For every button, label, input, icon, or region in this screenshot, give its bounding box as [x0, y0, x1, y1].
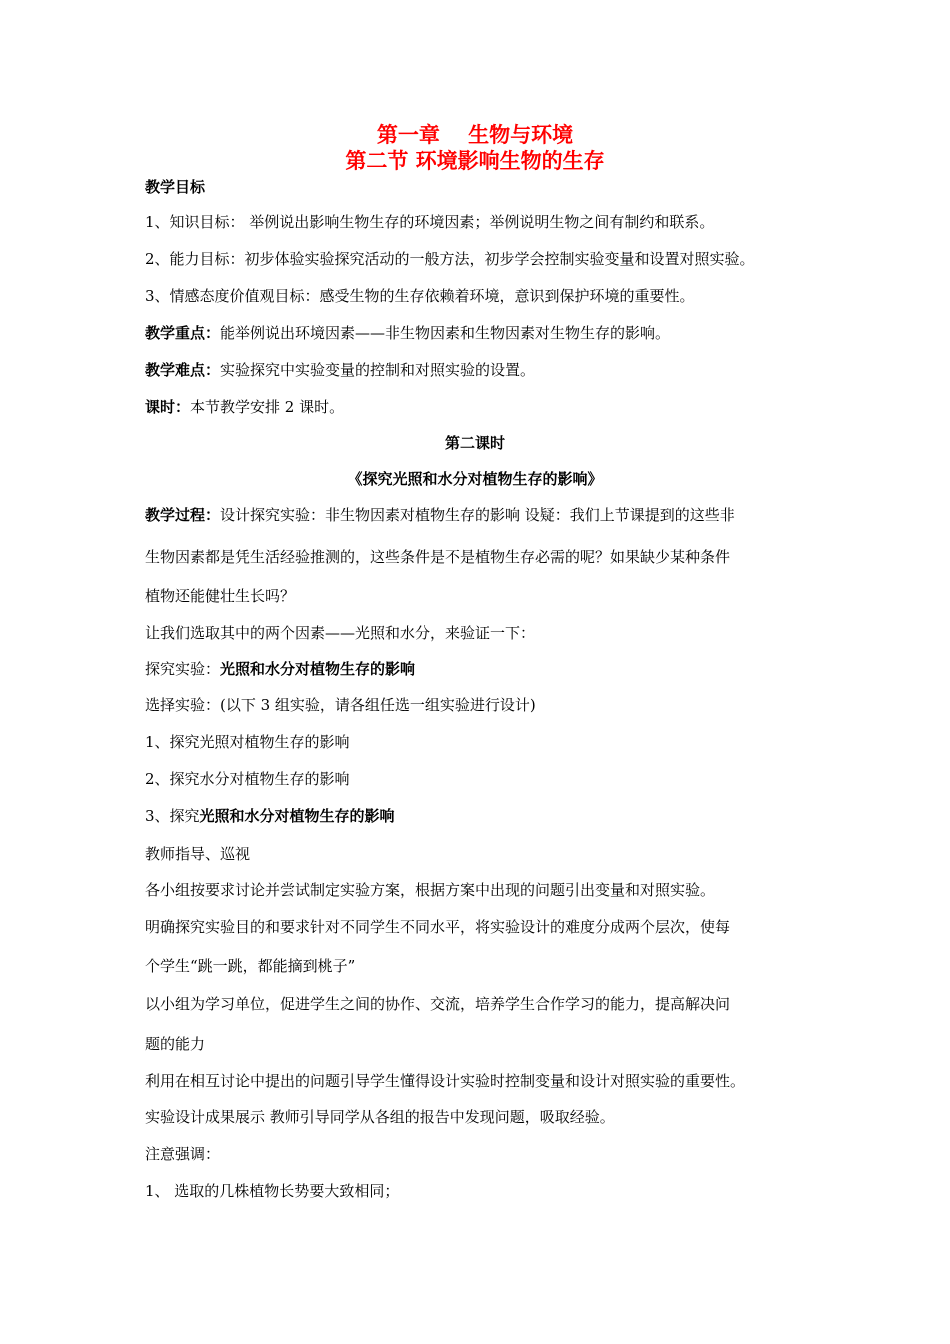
experiment-3-prefix: 3、探究	[145, 807, 200, 825]
difficulty-label: 教学难点：	[145, 361, 221, 379]
process-line-2: 生物因素都是凭生活经验推测的，这些条件是不是植物生存必需的呢？如果缺少某种条件	[145, 548, 731, 566]
key-point-text: 能举例说出环境因素——非生物因素和生物因素对生物生存的影响。	[220, 324, 671, 342]
experiment-2: 2、探究水分对植物生存的影响	[145, 770, 350, 788]
paragraph-2b: 个学生“跳一跳，都能摘到桃子”	[145, 957, 356, 975]
paragraph-1: 各小组按要求讨论并尝试制定实验方案，根据方案中出现的问题引出变量和对照实验。	[145, 881, 716, 899]
key-point	[145, 322, 825, 344]
explore-experiment	[145, 658, 825, 680]
paragraph-3b: 题的能力	[145, 1035, 206, 1053]
difficulty	[145, 359, 825, 381]
section-title: 第二节 环境影响生物的生存	[345, 149, 605, 173]
process-label: 教学过程：	[145, 506, 221, 524]
objective-attitude: 3、情感态度价值观目标：感受生物的生存依赖着环境，意识到保护环境的重要性。	[145, 287, 695, 305]
note-item-1: 1、 选取的几株植物长势要大致相同；	[145, 1182, 400, 1200]
experiment-3-title: 光照和水分对植物生存的影响	[199, 807, 395, 825]
class-hours	[145, 396, 825, 418]
key-point-label: 教学重点：	[145, 324, 221, 342]
process-line-4: 让我们选取其中的两个因素——光照和水分，来验证一下：	[145, 624, 536, 642]
paragraph-5: 实验设计成果展示 教师引导同学从各组的报告中发现问题，吸取经验。	[145, 1108, 615, 1126]
chapter-title: 第一章 生物与环境	[376, 123, 574, 147]
choose-experiment: 选择实验：(以下 3 组实验，请各组任选一组实验进行设计)	[145, 696, 536, 714]
process-line-1	[145, 504, 825, 526]
objective-ability: 2、能力目标：初步体验实验探究活动的一般方法，初步学会控制实验变量和设置对照实验。	[145, 250, 755, 268]
hours-text: 本节教学安排 2 课时。	[190, 398, 345, 416]
lesson-subtitle: 《探究光照和水分对植物生存的影响》	[347, 470, 603, 488]
explore-title: 光照和水分对植物生存的影响	[220, 660, 416, 678]
objective-knowledge: 1、知识目标： 举例说出影响生物生存的环境因素；举例说明生物之间有制约和联系。	[145, 213, 715, 231]
teacher-guide: 教师指导、巡视	[145, 845, 251, 863]
difficulty-text: 实验探究中实验变量的控制和对照实验的设置。	[220, 361, 536, 379]
process-text-1: 设计探究实验：非生物因素对植物生存的影响 设疑：我们上节课提到的这些非	[220, 506, 735, 524]
paragraph-3a: 以小组为学习单位，促进学生之间的协作、交流，培养学生合作学习的能力，提高解决问	[145, 995, 731, 1013]
process-line-3: 植物还能健壮生长吗？	[145, 587, 296, 605]
objectives-heading: 教学目标	[145, 178, 206, 196]
paragraph-4: 利用在相互讨论中提出的问题引导学生懂得设计实验时控制变量和设计对照实验的重要性。	[145, 1072, 746, 1090]
explore-prefix: 探究实验：	[145, 660, 221, 678]
note-heading: 注意强调：	[145, 1145, 221, 1163]
paragraph-2a: 明确探究实验目的和要求针对不同学生不同水平，将实验设计的难度分成两个层次，使每	[145, 918, 731, 936]
experiment-3	[145, 805, 825, 827]
hours-label: 课时：	[145, 398, 191, 416]
experiment-1: 1、探究光照对植物生存的影响	[145, 733, 350, 751]
lesson-heading: 第二课时	[444, 434, 505, 452]
